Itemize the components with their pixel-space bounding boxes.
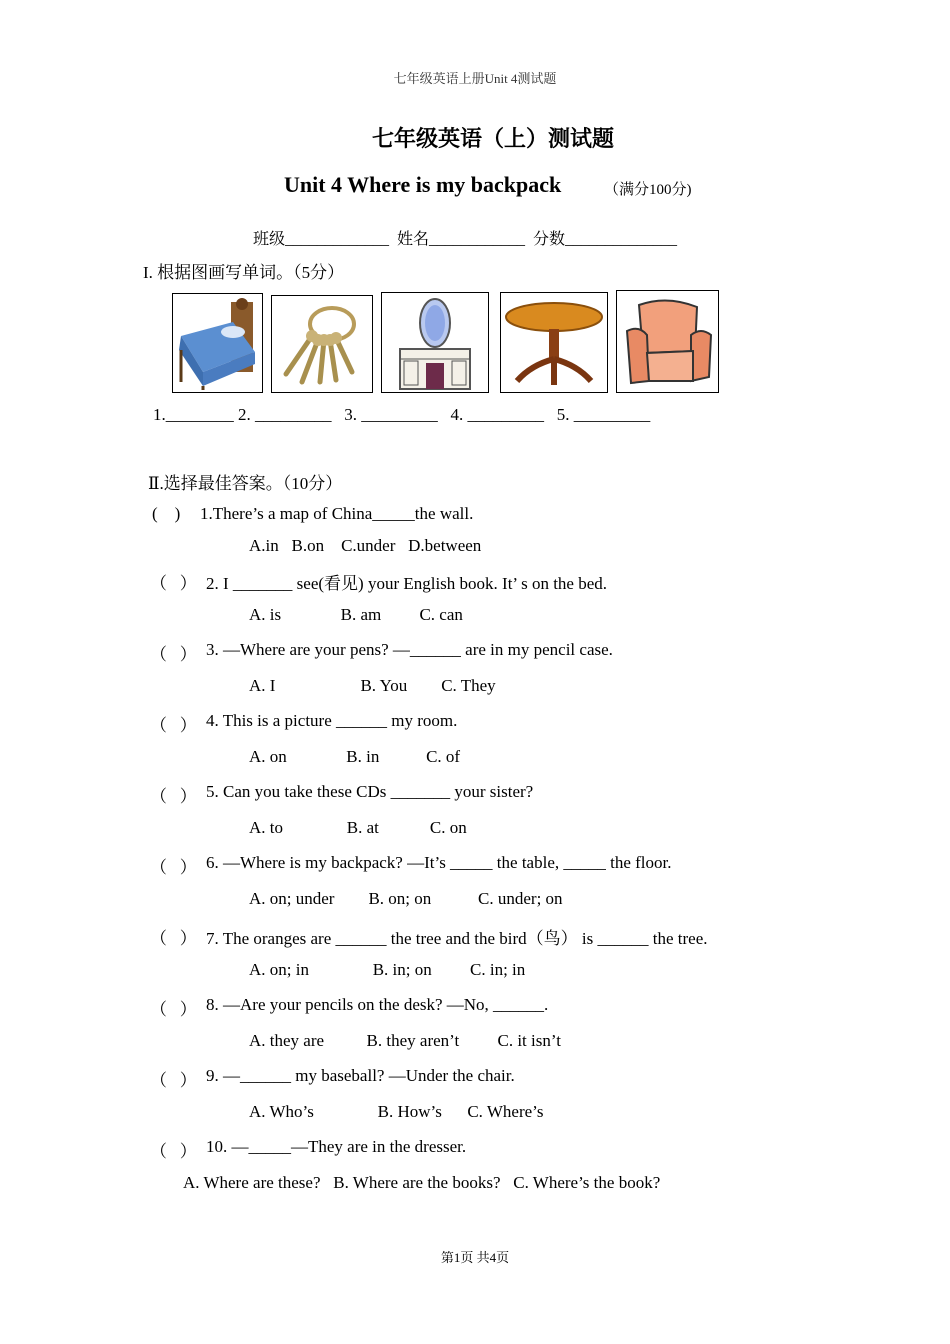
- question-options: A. they are B. they aren’t C. it isn’t: [249, 1031, 561, 1050]
- question-stem: 5. Can you take these CDs _______ your sister?: [206, 782, 534, 801]
- dresser-icon: [381, 292, 489, 393]
- page-title: 七年级英语（上）测试题: [371, 126, 614, 151]
- question-stem: 10. —_____—They are in the dresser.: [206, 1137, 467, 1156]
- answer-bracket: （ ）: [150, 716, 197, 735]
- answer-bracket: ( ): [152, 504, 181, 523]
- section2-heading: Ⅱ.选择最佳答案。（10分）: [148, 474, 343, 493]
- question-stem: 2. I _______ see(看见) your English book. It’ s on the bed.: [206, 574, 608, 593]
- score-note: （满分100分): [604, 182, 692, 198]
- question-options: A.in B.on C.under D.between: [249, 536, 482, 555]
- question-stem: 9. —______ my baseball? —Under the chair.: [206, 1066, 515, 1085]
- answer-bracket: （ ）: [150, 858, 197, 877]
- question-stem: 1.There’s a map of China_____the wall.: [200, 504, 474, 523]
- answer-bracket: （ ）: [150, 645, 197, 664]
- answer-bracket: （ ）: [150, 574, 197, 593]
- question-options: A. Who’s B. How’s C. Where’s: [249, 1102, 544, 1121]
- answer-bracket: （ ）: [150, 1071, 197, 1090]
- question-options: A. on; under B. on; on C. under; on: [249, 889, 563, 908]
- question-options: A. is B. am C. can: [249, 605, 463, 624]
- question-options: A. I B. You C. They: [249, 676, 496, 695]
- answer-bracket: （ ）: [150, 1142, 197, 1161]
- answer-bracket: （ ）: [150, 787, 197, 806]
- section1-heading: I. 根据图画写单词。（5分）: [143, 263, 345, 282]
- section1-blanks: 1.________ 2. _________ 3. _________ 4. _________ 5. _________: [153, 405, 651, 424]
- table-icon: [500, 292, 608, 393]
- question-options: A. to B. at C. on: [249, 818, 467, 837]
- question-stem: 7. The oranges are ______ the tree and the bird（鸟） is ______ the tree.: [206, 929, 708, 948]
- question-options: A. on; in B. in; on C. in; in: [249, 960, 526, 979]
- student-info-line: 班级_____________ 姓名____________ 分数______________: [253, 231, 678, 248]
- question-options: A. on B. in C. of: [249, 747, 461, 766]
- bed-icon: [172, 293, 263, 393]
- question-stem: 6. —Where is my backpack? —It’s _____ the table, _____ the floor.: [206, 853, 672, 872]
- answer-bracket: （ ）: [150, 1000, 197, 1019]
- question-stem: 3. —Where are your pens? —______ are in my pencil case.: [206, 640, 613, 659]
- question-options: A. Where are these? B. Where are the books? C. Where’s the book?: [183, 1173, 661, 1192]
- answer-bracket: （ ）: [150, 929, 197, 948]
- question-stem: 8. —Are your pencils on the desk? —No, ______.: [206, 995, 549, 1014]
- page-header: 七年级英语上册Unit 4测试题: [393, 71, 557, 86]
- page-subtitle: Unit 4 Where is my backpack: [284, 172, 562, 197]
- keys-icon: [271, 295, 373, 393]
- question-stem: 4. This is a picture ______ my room.: [206, 711, 458, 730]
- page-footer: 第1页 共4页: [440, 1250, 510, 1265]
- sofa-icon: [616, 290, 719, 393]
